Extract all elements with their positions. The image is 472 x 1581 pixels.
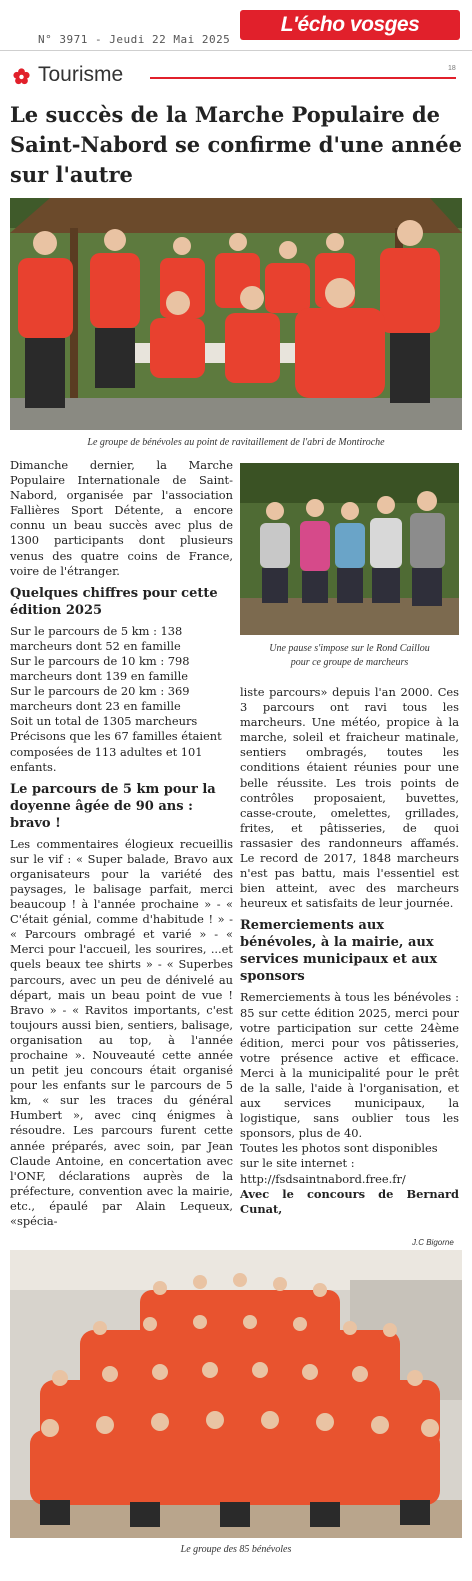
- issue-info: N° 3971 - Jeudi 22 Mai 2025: [38, 33, 231, 46]
- figure-item: Sur le parcours de 10 km : 798 marcheurs dont 139 en famille: [10, 653, 190, 684]
- figures-subheading: Quelques chiffres pour cette édition 2025: [10, 585, 218, 618]
- doyenne-subheading: Le parcours de 5 km pour la doyenne âgée de 90 ans : bravo !: [10, 781, 216, 831]
- caption-middle-line1: Une pause s'impose sur le Rond Caillou: [269, 643, 430, 654]
- figure-item: Précisons que les 67 familles étaient composées de 113 adultes et 101 enfants.: [10, 729, 222, 774]
- article-column-left: [10, 458, 233, 1229]
- figure-item: Sur le parcours de 5 km : 138 marcheurs dont 52 en famille: [10, 623, 183, 653]
- flower-icon: [13, 68, 30, 85]
- caption-middle-photo: [240, 642, 459, 670]
- article-intro: Dimanche dernier, la Marche Populaire Internationale de Saint-Nabord, organisée par l'association Fallières Sport Détente, a encore connu un beau succès avec plus de 1300 participants dont plusieurs venus des quatre coins de France, voire de l'étranger.: [10, 458, 233, 578]
- caption-top-photo: Le groupe de bénévoles au point de ravitaillement de l'abri de Montiroche: [87, 437, 385, 448]
- figure-item: Sur le parcours de 20 km : 369 marcheurs dont 23 en famille: [10, 684, 190, 714]
- figure-item: Soit un total de 1305 marcheurs: [10, 714, 198, 729]
- caption-bottom-photo: Le groupe des 85 bénévoles: [180, 1544, 292, 1555]
- article-thanks: Remerciements à tous les bénévoles : 85 sur cette édition 2025, merci pour votre participation sur cette 24ème édition, merci pour vos pâtisseries, votre présence active et efficace. Merci à la municipalité pour le prêt de la salle, l'aide à l'organisation, et aux services municipaux, la logistique, sans oublier tous les sponsors, plus de 40.: [240, 990, 459, 1141]
- photo-volunteers-shelter[interactable]: [10, 198, 462, 430]
- photos-link[interactable]: Toutes les photos sont disponibles sur le site internet : http://fsdsaintnabord.free.fr/: [240, 1141, 438, 1186]
- header-rule: [0, 50, 472, 51]
- photo-85-volunteers[interactable]: [10, 1250, 462, 1538]
- article-comments-continued: liste parcours» depuis l'an 2000. Ces 3 parcours ont ravi tous les marcheurs. Une météo, propice à la marche, soleil et fraicheur matinale, sentiers ombragés, toutes les conditions étaient réunies pour une belle réussite. Les trois points de contrôles proposaient, buvettes, casse-croute, omelettes, grillades, frites, et pâtisseries, de quoi rassasier des randonneurs affamés. Le record de 2017, 1848 marcheurs n'est pas battu, mais l'essentiel est bien atteint, avec des marcheurs heureux et satisfaits de leur journée.: [240, 685, 459, 911]
- photo-walkers-pause[interactable]: [240, 463, 459, 635]
- figures-list: [10, 624, 233, 775]
- page-number: 18: [448, 65, 456, 72]
- section-rule: [150, 77, 456, 79]
- article-comments: Les commentaires élogieux recueillis sur le vif : « Super balade, Bravo aux organisateurs pour la variété des paysages, le balisage parfait, merci beaucoup ! à l'année prochaine » - « C'était génial, comme d'habitude ! » - « Parcours ombragé et varié » - « Merci pour l'accueil, les sourires, ...et quels beaux tee shirts » - « Superbes parcours, avec un peu de dénivelé au départ, mais un beau point de vue ! Bravo » - « Ravitos importants, c'est toujours aussi bien, sentiers, balisage, organisation au top, à l'année prochaine ». Nouveauté cette année un petit jeu concours était organisé pour les enfants sur le parcours de 5 km, « sur les traces du général Humbert », avec cinq énigmes à résoudre. Les parcours furent cette année préparés, avec soin, par Jean Claude Antoine, en concertation avec l'ONF, déclarations auprès de la préfecture, convention avec la mairie, etc., épaulé par Alain Lequeux, «spécia-: [10, 836, 233, 1229]
- article-headline: Le succès de la Marche Populaire de Saint-Nabord se confirme d'une année sur l'autre: [10, 102, 462, 187]
- newspaper-logo[interactable]: [240, 10, 460, 40]
- section-label: Tourisme: [38, 63, 124, 86]
- logo-text: L'écho vosges: [280, 13, 420, 36]
- article-column-right: [240, 685, 459, 1217]
- thanks-subheading: Remerciements aux bénévoles, à la mairie, aux services municipaux et aux sponsors: [240, 918, 438, 985]
- author-signature: J.C Bigorne: [412, 1238, 454, 1247]
- masthead: [0, 0, 472, 55]
- byline: Avec le concours de Bernard Cunat,: [240, 1186, 459, 1216]
- caption-middle-line2: pour ce groupe de marcheurs: [290, 657, 409, 668]
